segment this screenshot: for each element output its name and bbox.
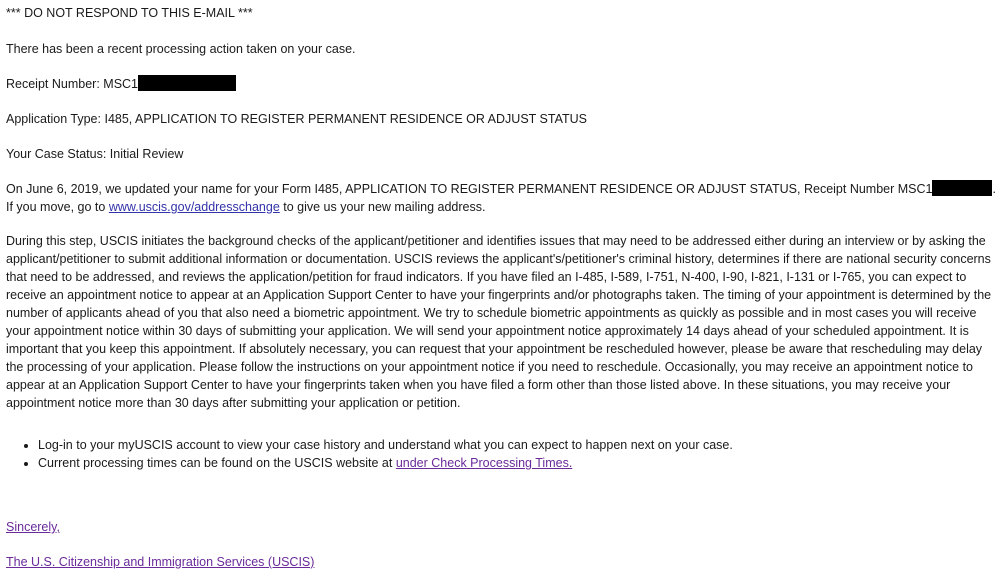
case-status-value: Initial Review (109, 147, 184, 161)
application-type-value: I485, APPLICATION TO REGISTER PERMANENT RESIDENCE OR ADJUST STATUS (104, 112, 587, 126)
sincerely-link[interactable]: Sincerely, (6, 520, 60, 534)
name-update-paragraph (6, 180, 996, 216)
closing-line (6, 518, 60, 536)
case-status-label: Your Case Status: (6, 147, 107, 161)
redaction-bar (138, 75, 236, 91)
case-status-line (6, 145, 183, 163)
application-type-label: Application Type: (6, 112, 101, 126)
list-item (38, 436, 733, 454)
intro-text: There has been a recent processing action taken on your case. (6, 42, 356, 56)
update-text-part3: to give us your new mailing address. (279, 200, 486, 214)
step-description-paragraph: During this step, USCIS initiates the background checks of the applicant/petitioner and identifies issues that may need to be addressed either during an interview or by asking the applicant/petitioner to submit additional information or documentation. USCIS reviews the applicant's/petitioner's criminal history, determines if there are national security concerns that need to be addressed, and reviews the application/petition for fraud indicators. If you have filed an I-485, I-589, I-751, N-400, I-90, I-821, I-131 or I-765, you can expect to receive an appointment notice to appear at an Application Support Center to have your fingerprints and/or photographs taken. The timing of your appointment is determined by the number of applicants ahead of you that also need a biometric appointment. We try to schedule biometric appointments as quickly as possible and in most cases you will receive your appointment notice within 30 days of submitting your application. We will send your appointment notice approximately 14 days ahead of your scheduled appointment. It is important that you keep this appointment. If absolutely necessary, you can request that your appointment be rescheduled however, please be aware that rescheduling may delay the processing of your application. Please follow the instructions on your appointment notice if you need to reschedule. Occasionally, you may receive an appointment notice to appear at an Application Support Center to have your fingerprints taken when you have filed a form other than those listed above. In these situations, you may receive your appointment notice more than 30 days after submitting your application or petition. (6, 234, 992, 410)
update-text-part2: . If you move, go to (6, 182, 996, 214)
no-reply-warning: *** DO NOT RESPOND TO THIS E-MAIL *** (6, 6, 253, 20)
receipt-number-line (6, 75, 236, 93)
myuscis-bullet-text: Log-in to your myUSCIS account to view your case history and understand what you can expect to happen next on your case. (38, 438, 733, 452)
uscis-signature-link[interactable]: The U.S. Citizenship and Immigration Services (USCIS) (6, 555, 315, 569)
address-change-link[interactable]: www.uscis.gov/addresschange (108, 200, 280, 214)
processing-times-bullet-text: Current processing times can be found on the USCIS website at (38, 456, 396, 470)
redaction-bar (932, 180, 992, 196)
receipt-prefix: MSC1 (103, 77, 139, 91)
processing-times-link[interactable]: under Check Processing Times. (395, 456, 573, 470)
list-item (38, 454, 733, 472)
info-bullet-list (6, 436, 733, 472)
receipt-label: Receipt Number: (6, 77, 100, 91)
update-text-part1: On June 6, 2019, we updated your name for your Form I485, APPLICATION TO REGISTER PERMANENT RESIDENCE OR ADJUST STATUS, Receipt Number MSC1 (6, 182, 933, 196)
application-type-line (6, 110, 587, 128)
signature-line (6, 553, 314, 571)
